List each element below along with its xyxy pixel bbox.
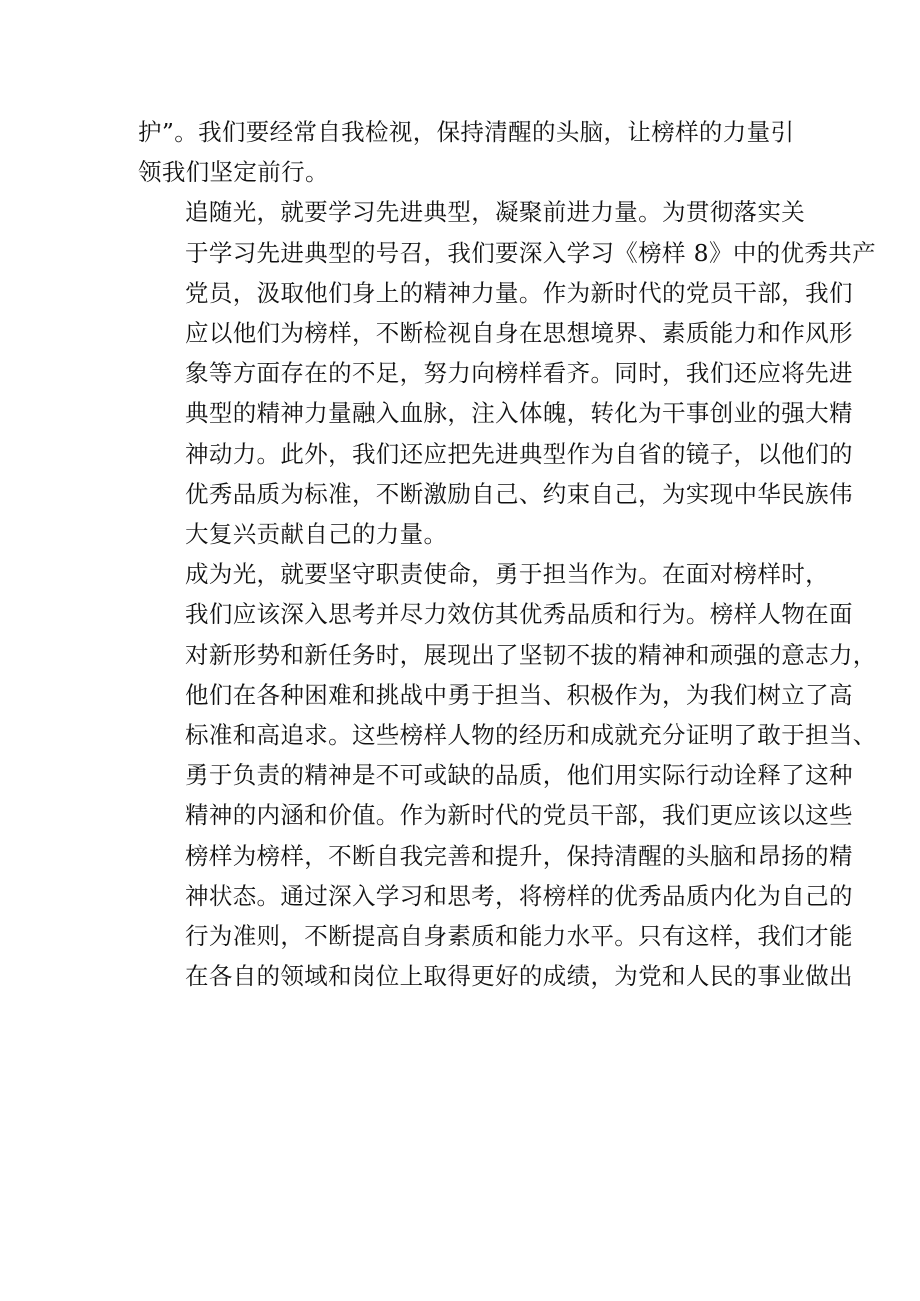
text-line: 于学习先进典型的号召，我们要深入学习《榜样 8》中的优秀共产 [185,238,876,267]
text-line: 党员，汲取他们身上的精神力量。作为新时代的党员干部，我们 [185,278,853,307]
text-line: 神状态。通过深入学习和思考，将榜样的优秀品质内化为自己的 [185,881,853,910]
text-line: 行为准则，不断提高自身素质和能力水平。只有这样，我们才能 [185,922,853,951]
text-line: 对新形势和新任务时，展现出了坚韧不拔的精神和顽强的意志力， [185,640,877,669]
text-line: 在各自的领域和岗位上取得更好的成绩，为党和人民的事业做出 [185,962,853,991]
text-line: 大复兴贡献自己的力量。 [185,520,448,549]
text-line: 榜样为榜样，不断自我完善和提升，保持清醒的头脑和昂扬的精 [185,841,853,870]
text-line: 我们应该深入思考并尽力效仿其优秀品质和行为。榜样人物在面 [185,600,853,629]
text-line: 象等方面存在的不足，努力向榜样看齐。同时，我们还应将先进 [185,359,853,388]
text-line: 他们在各种困难和挑战中勇于担当、积极作为，为我们树立了高 [185,680,853,709]
text-line: 领我们坚定前行。 [138,158,329,187]
paragraph-1 [138,112,794,192]
text-line: 勇于负责的精神是不可或缺的品质，他们用实际行动诠释了这种 [185,761,853,790]
text-line: 精神的内涵和价值。作为新时代的党员干部，我们更应该以这些 [185,801,853,830]
text-line: 护”。我们要经常自我检视，保持清醒的头脑，让榜样的力量引 [138,118,795,146]
paragraph-2 [138,192,876,554]
paragraph-3 [138,554,877,996]
text-line: 应以他们为榜样，不断检视自身在思想境界、素质能力和作风形 [185,319,853,348]
text-line: 追随光，就要学习先进典型，凝聚前进力量。为贯彻落实关 [185,198,806,227]
text-line: 成为光，就要坚守职责使命，勇于担当作为。在面对榜样时， [185,560,829,589]
text-line: 标准和高追求。这些榜样人物的经历和成就充分证明了敢于担当、 [185,721,877,750]
text-line: 优秀品质为标准，不断激励自己、约束自己，为实现中华民族伟 [185,479,853,508]
text-line: 典型的精神力量融入血脉，注入体魄，转化为干事创业的强大精 [185,399,853,428]
text-line: 神动力。此外，我们还应把先进典型作为自省的镜子，以他们的 [185,439,853,468]
document-body [138,112,877,996]
